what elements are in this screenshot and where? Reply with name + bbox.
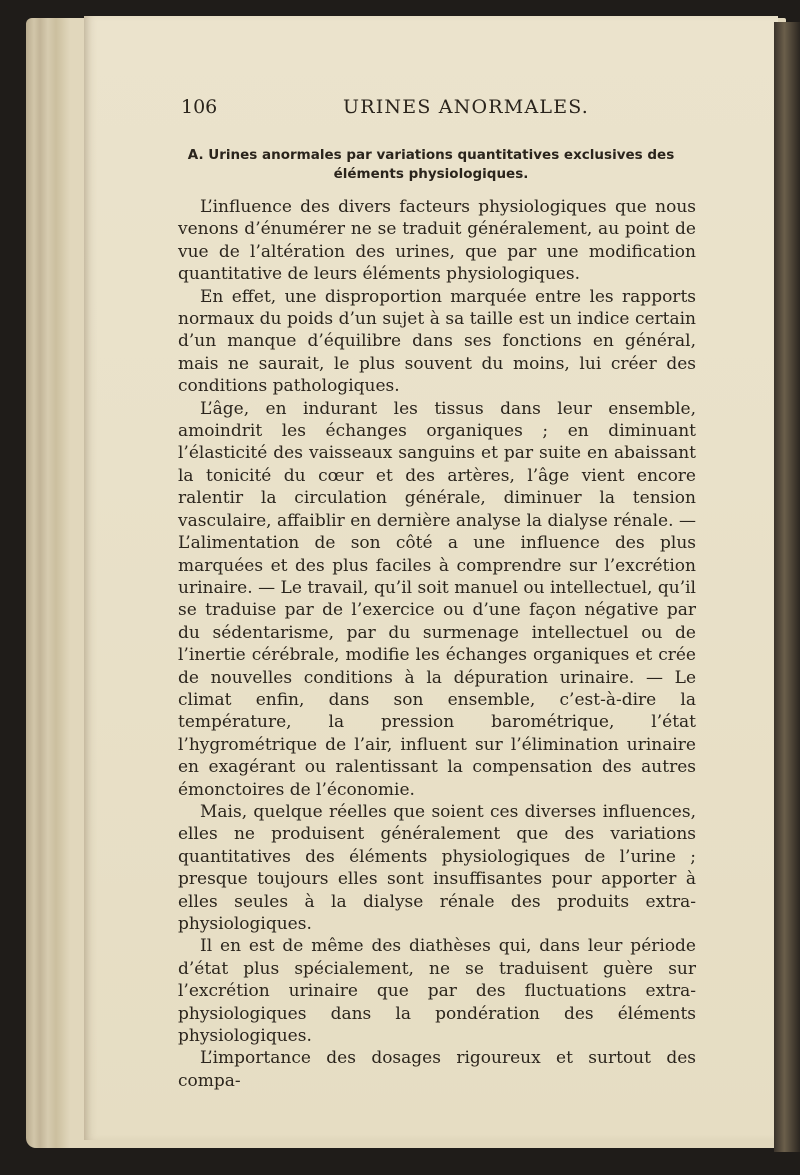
book-spine-edge [774,22,800,1152]
paragraph: Il en est de même des diathèses qui, dans leur période d’état plus spécialement, ne se traduisent guère sur l’excrétion urinaire que par des fluctuations extra-physiologiques dans la pondération des éléments physiologiques. [178,936,696,1047]
page-header [181,96,721,128]
running-title: URINES ANORMALES. [343,96,590,118]
paragraph: Mais, quelque réelles que soient ces diverses influences, elles ne produisent généralement que des variations quantitatives des éléments physiologiques de l’urine ; presque toujours elles sont insuffisantes pour apporter à elles seules à la dialyse rénale des produits extra-physiologiques. [178,801,696,934]
body-text [178,196,696,1092]
page-number: 106 [181,96,218,118]
paragraph: L’influence des divers facteurs physiologiques que nous venons d’énumérer ne se traduit généralement, au point de vue de l’altération des urines, que par une modification quantitative de leurs éléments physiologiques. [178,197,696,285]
paragraph: L’importance des dosages rigoureux et surtout des compa- [178,1048,696,1091]
section-title: A. Urines anormales par variations quantitatives exclusives des éléments physiologiques. [187,147,675,182]
paragraph: L’âge, en indurant les tissus dans leur ensemble, amoindrit les échanges organiques ; en diminuant l’élasticité des vaisseaux sanguins et par suite en abaissant la tonicité du cœur et des artères, l’âge vient encore ralentir la circulation générale, diminuer la tension vasculaire, affaiblir en dernière analyse la dialyse rénale. — L’alimentation de son côté a une influence des plus marquées et des plus faciles à comprendre sur l’excrétion urinaire. — Le travail, qu’il soit manuel ou intellectuel, qu’il se traduise par de l’exercice ou d’une façon négative par du sédentarisme, par du surmenage intellectuel ou de l’inertie cérébrale, modifie les échanges organiques et crée de nouvelles conditions à la dépuration urinaire. — Le climat enfin, dans son ensemble, c’est-à-dire la température, la pression barométrique, l’état l’hygrométrique de l’air, influent sur l’élimination urinaire en exagérant ou ralentissant la compensation des autres émonctoires de l’économie. [178,398,696,800]
paragraph: En effet, une disproportion marquée entre les rapports normaux du poids d’un sujet à sa taille est un indice certain d’un manque d’équilibre dans ses fonctions en général, mais ne saurait, le plus souvent du moins, lui créer des conditions pathologiques. [178,286,696,397]
